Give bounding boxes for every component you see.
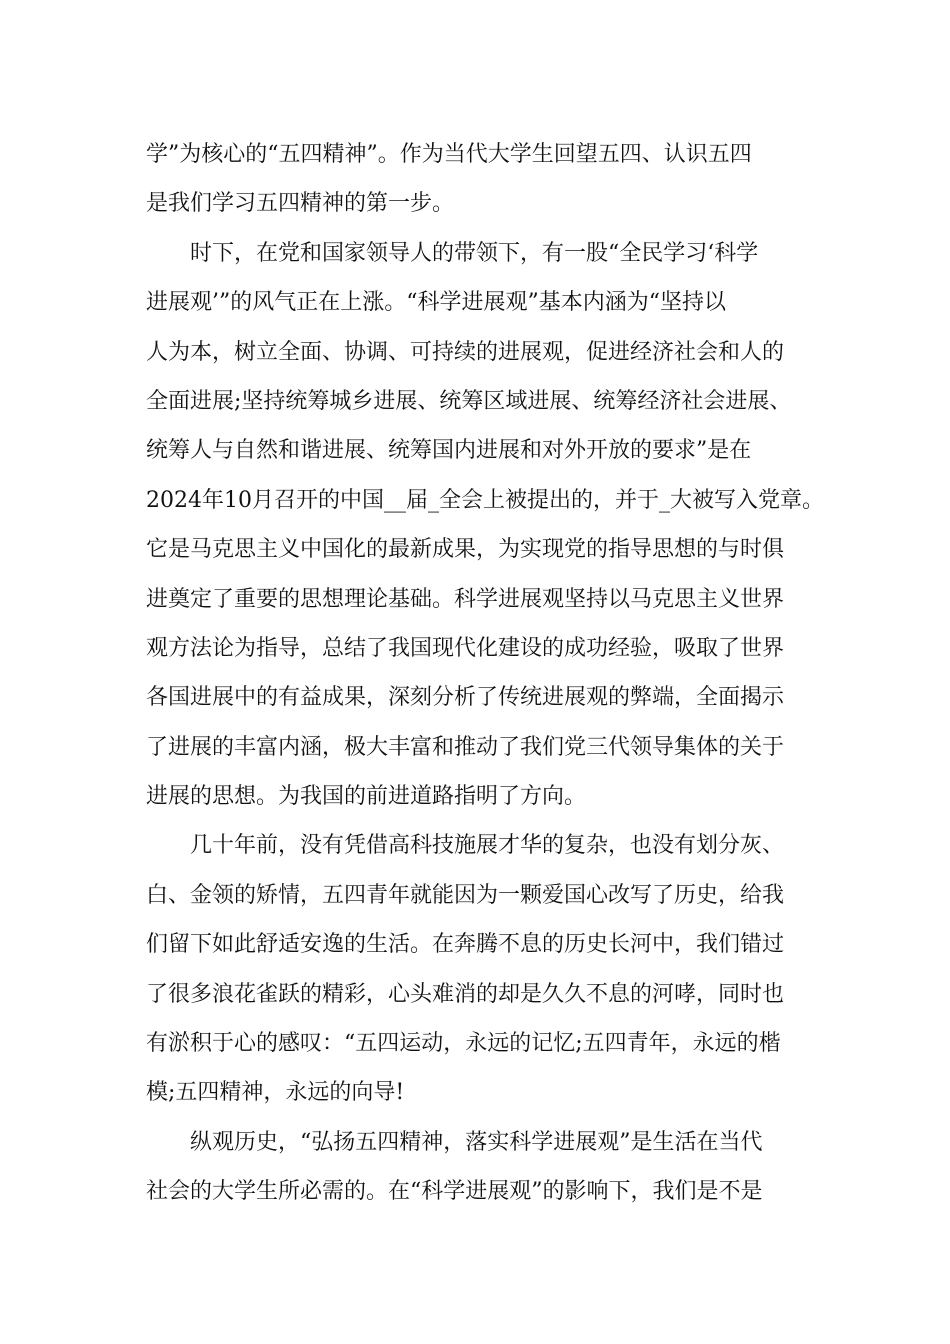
text-line: 2024年10月召开的中国__届_全会上被提出的，并于_大被写入党章。 bbox=[146, 487, 824, 513]
text-line: 人为本，树立全面、协调、可持续的进展观，促进经济社会和人的 bbox=[146, 339, 785, 365]
text-line: 了很多浪花雀跃的精彩，心头难消的却是久久不息的河哮，同时也 bbox=[146, 981, 785, 1007]
text-line: 纵观历史，“弘扬五四精神，落实科学进展观”是生活在当代 bbox=[190, 1129, 763, 1155]
text-line: 几十年前，没有凭借高科技施展才华的复杂，也没有划分灰、 bbox=[190, 833, 785, 859]
text-line: 社会的大学生所必需的。在“科学进展观”的影响下，我们是不是 bbox=[146, 1179, 763, 1205]
text-line: 观方法论为指导，总结了我国现代化建设的成功经验，吸取了世界 bbox=[146, 635, 785, 661]
text-line: 它是马克思主义中国化的最新成果，为实现党的指导思想的与时俱 bbox=[146, 537, 785, 563]
text-line: 进展观’”的风气正在上涨。“科学进展观”基本内涵为“坚持以 bbox=[146, 290, 726, 316]
text-line: 各国进展中的有益成果，深刻分析了传统进展观的弊端，全面揭示 bbox=[146, 685, 785, 711]
text-line: 有淤积于心的感叹：“五四运动，永远的记忆;五四青年，永远的楷 bbox=[146, 1031, 781, 1057]
text-line: 进奠定了重要的思想理论基础。科学进展观坚持以马克思主义世界 bbox=[146, 586, 785, 612]
text-line: 全面进展;坚持统筹城乡进展、统筹区域进展、统筹经济社会进展、 bbox=[146, 388, 792, 414]
text-line: 学”为核心的“五四精神”。作为当代大学生回望五四、认识五四 bbox=[146, 142, 752, 167]
text-line: 们留下如此舒适安逸的生活。在奔腾不息的历史长河中，我们错过 bbox=[146, 932, 785, 958]
paragraph-4 bbox=[146, 1118, 826, 1217]
text-line: 时下，在党和国家领导人的带领下，有一股“全民学习‘科学 bbox=[190, 240, 759, 266]
text-line: 白、金领的矫情，五四青年就能因为一颗爱国心改写了历史，给我 bbox=[146, 882, 785, 908]
paragraph-2 bbox=[146, 229, 826, 822]
text-line: 了进展的丰富内涵，极大丰富和推动了我们党三代领导集体的关于 bbox=[146, 734, 785, 760]
paragraph-3 bbox=[146, 821, 826, 1117]
text-line: 进展的思想。为我国的前进道路指明了方向。 bbox=[146, 784, 587, 810]
text-line: 模;五四精神，永远的向导! bbox=[146, 1080, 405, 1106]
document-body bbox=[146, 130, 826, 1217]
paragraph-1 bbox=[146, 130, 826, 229]
text-line: 是我们学习五四精神的第一步。 bbox=[146, 191, 455, 217]
text-line: 统筹人与自然和谐进展、统筹国内进展和对外开放的要求”是在 bbox=[146, 438, 752, 464]
